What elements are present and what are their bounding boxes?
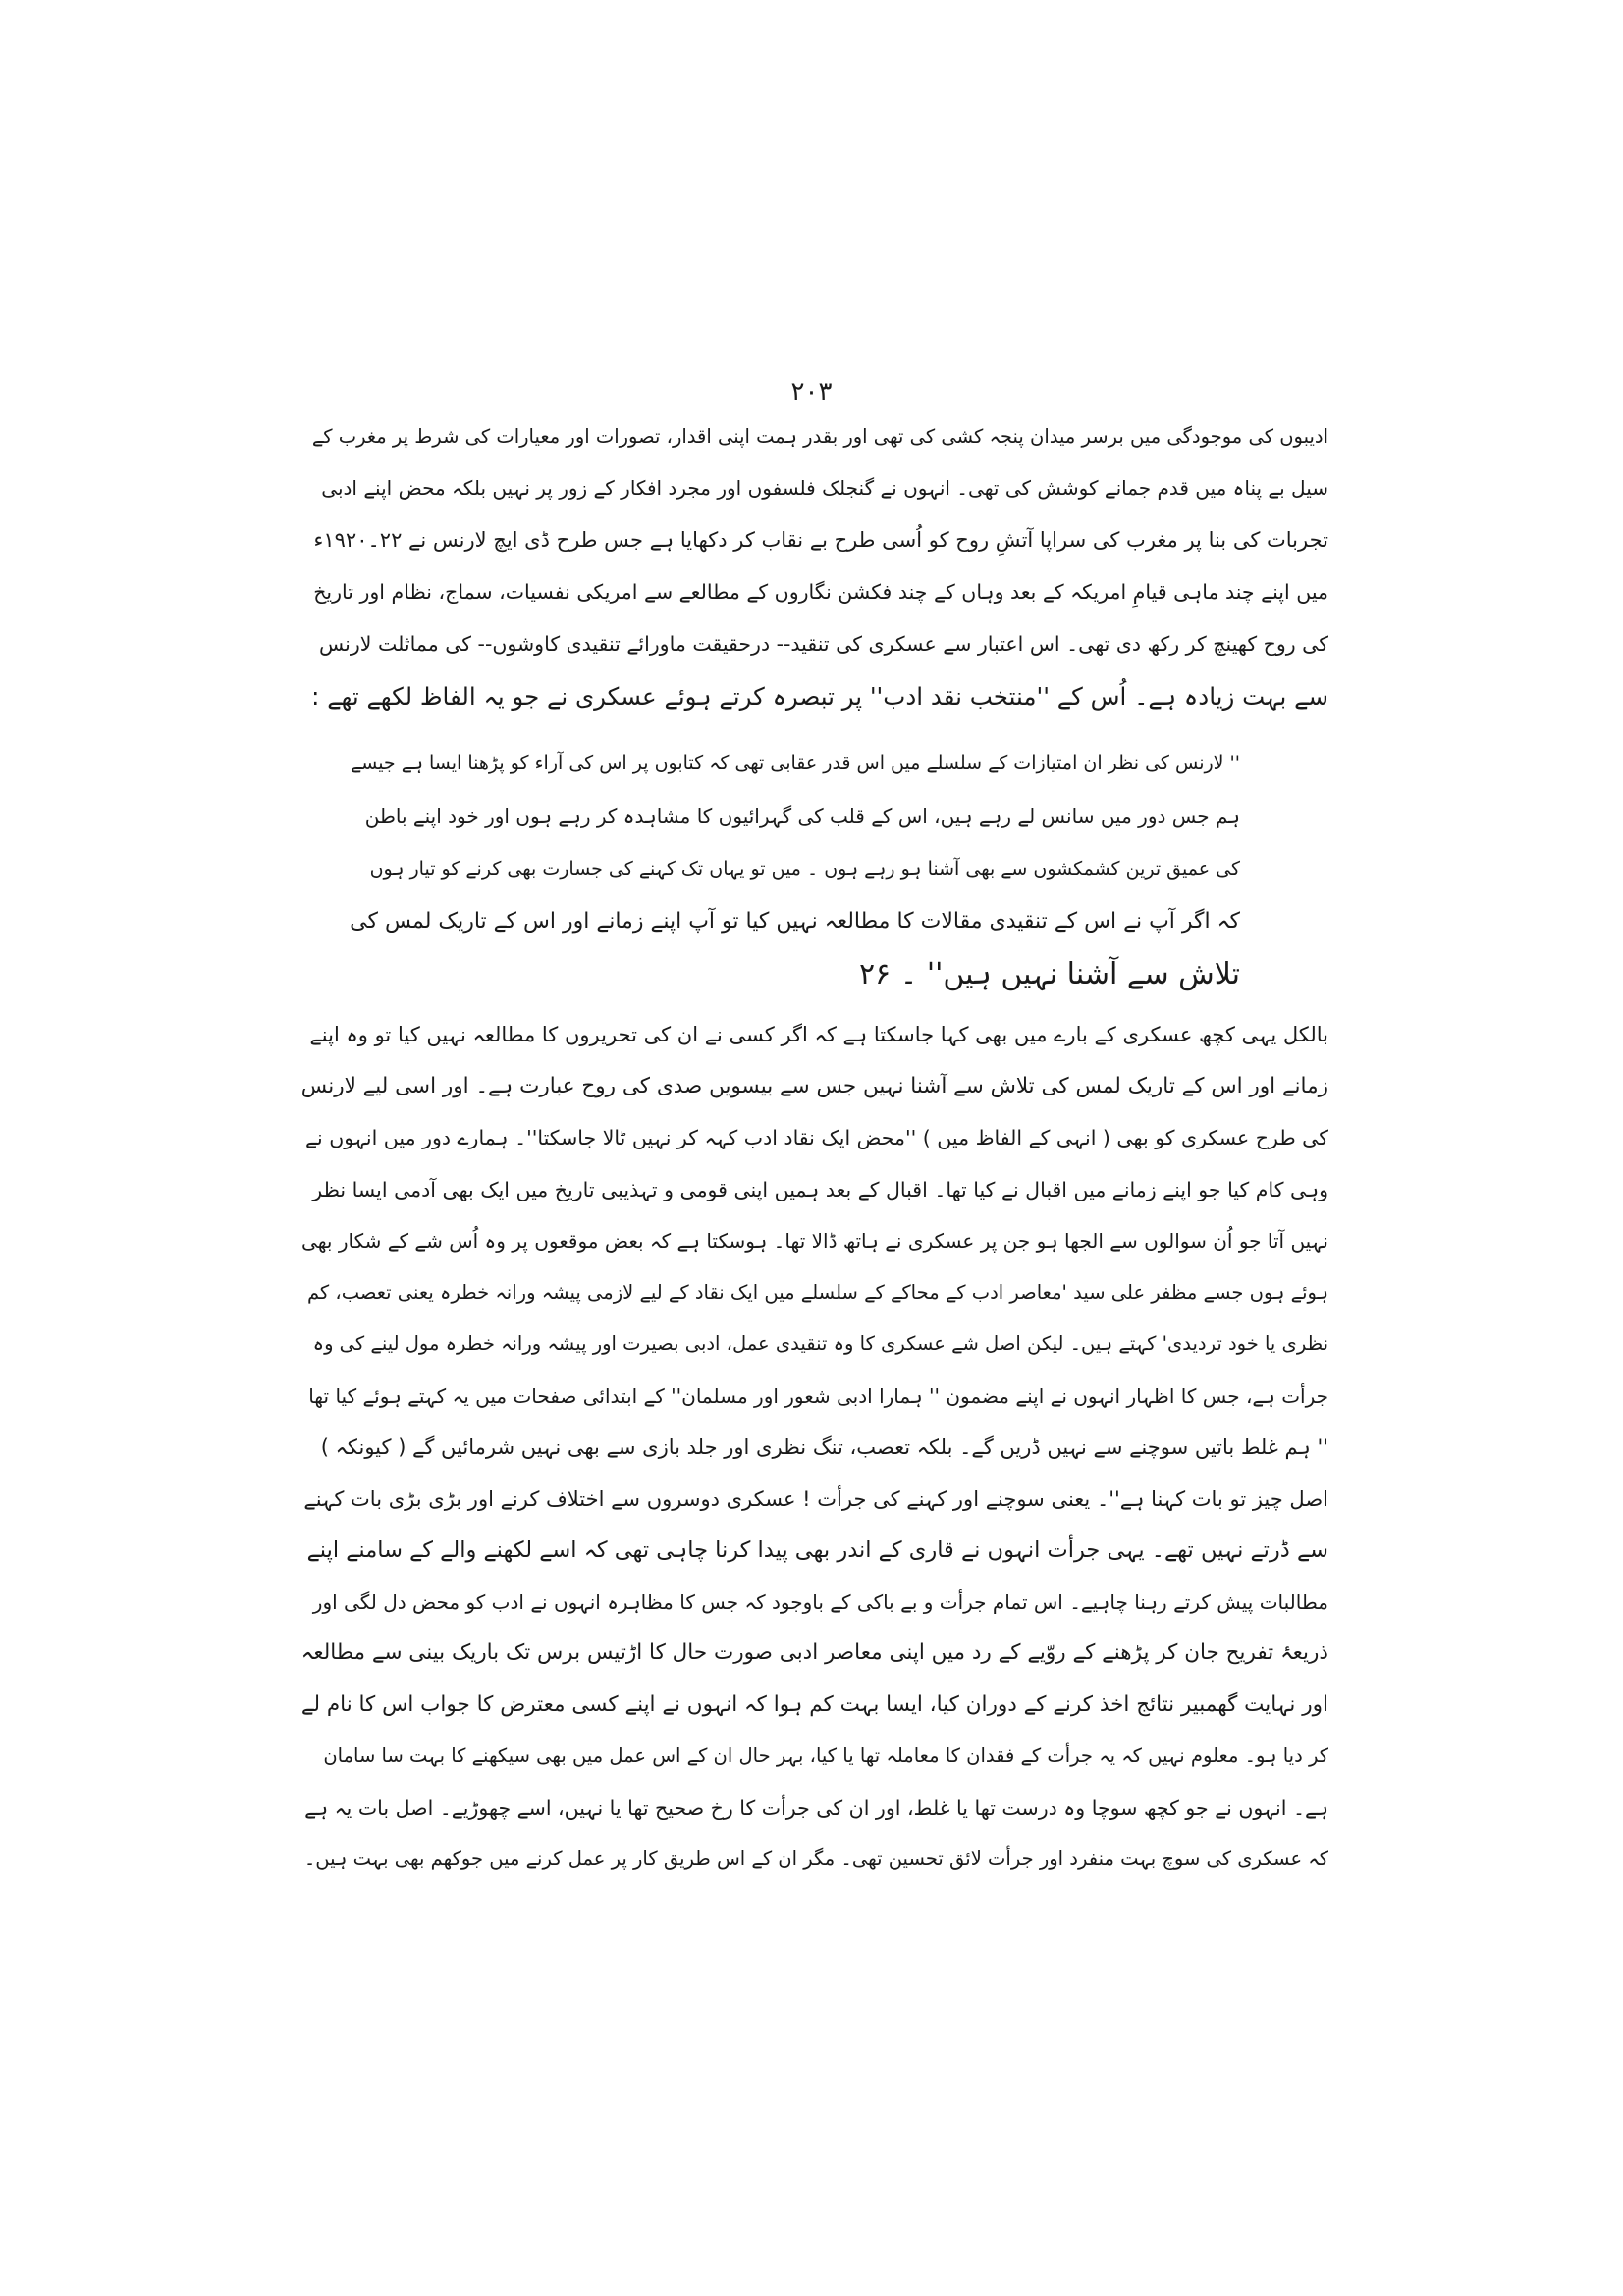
text-line: کہ عسکری کی سوچ بہت منفرد اور جرأت لائق تحسین تھی۔ مگر ان کے اس طریق کار پر عمل کرنے میں جوکھم بھی بہت ہیں۔ [303, 1847, 1328, 1870]
text-line: سے بہت زیادہ ہے۔ اُس کے ''منتخب نقد ادب'' پر تبصرہ کرتے ہوئے عسکری نے جو یہ الفاظ لکھے تھے : [311, 682, 1328, 711]
text-line: ہوئے ہوں جسے مظفر علی سید 'معاصر ادب کے محاکے کے سلسلے میں ایک نقاد کے لیے لازمی پیشہ ورانہ خطرہ یعنی تعصب، کم [306, 1280, 1328, 1304]
text-line: ہے۔ انہوں نے جو کچھ سوچا وہ درست تھا یا غلط، اور ان کی جرأت کا رخ صحیح تھا یا نہیں، اسے چھوڑیے۔ اصل بات یہ ہے [304, 1795, 1328, 1820]
text-line: اور نہایت گھمبیر نتائج اخذ کرنے کے دوران کیا، ایسا بہت کم ہوا کہ انہوں نے اپنے کسی معترض کا جواب اس کا نام لے [300, 1691, 1328, 1717]
quote-line: کی عمیق ترین کشمکشوں سے بھی آشنا ہو رہے ہوں ۔ میں تو یہاں تک کہنے کی جسارت بھی کرنے کو تیار ہوں [369, 858, 1240, 880]
text-line: نہیں آتا جو اُن سوالوں سے الجھا ہو جن پر عسکری نے ہاتھ ڈالا تھا۔ ہوسکتا ہے کہ بعض موقعوں پر وہ اُس شے کے شکار بھی [301, 1229, 1328, 1253]
text-line: کر دیا ہو۔ معلوم نہیں کہ یہ جرأت کے فقدان کا معاملہ تھا یا کیا، بہر حال ان کے اس عمل میں بھی سیکھنے کا بہت سا سامان [323, 1744, 1328, 1767]
text-line: بالکل یہی کچھ عسکری کے بارے میں بھی کہا جاسکتا ہے کہ اگر کسی نے ان کی تحریروں کا مطالعہ نہیں کیا تو وہ اپنے [309, 1023, 1328, 1046]
quote-line: تلاش سے آشنا نہیں ہیں'' ۔ ۲۶ [858, 957, 1240, 991]
text-line: ادیبوں کی موجودگی میں برسر میدان پنجہ کشی کی تھی اور بقدر ہمت اپنی اقدار، تصورات اور معیارات کی شرط پر مغرب کے [311, 425, 1328, 448]
quote-line: کہ اگر آپ نے اس کے تنقیدی مقالات کا مطالعہ نہیں کیا تو آپ اپنے زمانے اور اس کے تاریک لمس کی [350, 909, 1240, 934]
quote-line: ہم جس دور میں سانس لے رہے ہیں، اس کے قلب کی گہرائیوں کا مشاہدہ کر رہے ہوں اور خود اپنے باطن [364, 804, 1240, 828]
text-line: سے ڈرتے نہیں تھے۔ یہی جرأت انہوں نے قاری کے اندر بھی پیدا کرنا چاہی تھی کہ اسے لکھنے والے کے سامنے اپنے [306, 1537, 1328, 1563]
text-line: وہی کام کیا جو اپنے زمانے میں اقبال نے کیا تھا۔ اقبال کے بعد ہمیں اپنی قومی و تہذیبی تاریخ میں ایک بھی آدمی ایسا نظر [312, 1177, 1328, 1201]
text-line: ذریعۂ تفریح جان کر پڑھنے کے روّیے کے رد میں اپنی معاصر ادبی صورت حال کا اڑتیس برس تک باریک بینی سے مطالعہ [300, 1640, 1328, 1665]
quote-line: '' لارنس کی نظر ان امتیازات کے سلسلے میں اس قدر عقابی تھی کہ کتابوں پر اس کی آراء کو پڑھنا ایسا ہے جیسے [351, 752, 1240, 774]
text-line: مطالبات پیش کرتے رہنا چاہیے۔ اس تمام جرأت و بے باکی کے باوجود کہ جس کا مظاہرہ انہوں نے ادب کو محض دل لگی اور [312, 1589, 1328, 1614]
text-line: تجربات کی بنا پر مغرب کی سراپا آتشِ روح کو اُسی طرح بے نقاب کر دکھایا ہے جس طرح ڈی ایچ لارنس نے ۲۲۔۱۹۲۰ء [313, 528, 1328, 552]
text-line: نظری یا خود تردیدی' کہتے ہیں۔ لیکن اصل شے عسکری کا وہ تنقیدی عمل، ادبی بصیرت اور پیشہ ورانہ خطرہ مول لینے کی وہ [312, 1332, 1328, 1355]
page-number: ۲۰۳ [790, 377, 833, 406]
text-line: زمانے اور اس کے تاریک لمس کی تلاش سے آشنا نہیں جس سے بیسویں صدی کی روح عبارت ہے۔ اور اسی لیے لارنس [300, 1073, 1328, 1098]
paragraph-2 [299, 1009, 1328, 1886]
paragraph-1 [299, 410, 1328, 722]
text-line: کی روح کھینچ کر رکھ دی تھی۔ اس اعتبار سے عسکری کی تنقید-- درحقیقت ماورائے تنقیدی کاوشوں-- کی مماثلت لارنس [319, 632, 1328, 656]
text-line: کی طرح عسکری کو بھی ( انہی کے الفاظ میں ) ''محض ایک نقاد ادب کہہ کر نہیں ٹالا جاسکتا''۔ ہمارے دور میں انہوں نے [305, 1126, 1328, 1149]
text-line: میں اپنے چند ماہی قیامِ امریکہ کے بعد وہاں کے چند فکشن نگاروں کے مطالعے سے امریکی نفسیات، سماج، نظام اور تاریخ [313, 580, 1328, 604]
text-line: اصل چیز تو بات کہنا ہے''۔ یعنی سوچنے اور کہنے کی جرأت ! عسکری دوسروں سے اختلاف کرنے اور بڑی بڑی بات کہنے [303, 1486, 1328, 1511]
text-line: سیل بے پناہ میں قدم جمانے کوشش کی تھی۔ انہوں نے گنجلک فلسفوں اور مجرد افکار کے زور پر نہیں بلکہ محض اپنے ادبی [321, 476, 1328, 500]
text-line: جرأت ہے، جس کا اظہار انہوں نے اپنے مضمون '' ہمارا ادبی شعور اور مسلمان'' کے ابتدائی صفحات میں یہ کہتے ہوئے کیا تھا [308, 1383, 1328, 1408]
block-quote [349, 736, 1240, 1001]
text-line: '' ہم غلط باتیں سوچنے سے نہیں ڈریں گے۔ بلکہ تعصب، تنگ نظری اور جلد بازی سے بھی نہیں شرمائیں گے ( کیونکہ ) [320, 1435, 1328, 1459]
